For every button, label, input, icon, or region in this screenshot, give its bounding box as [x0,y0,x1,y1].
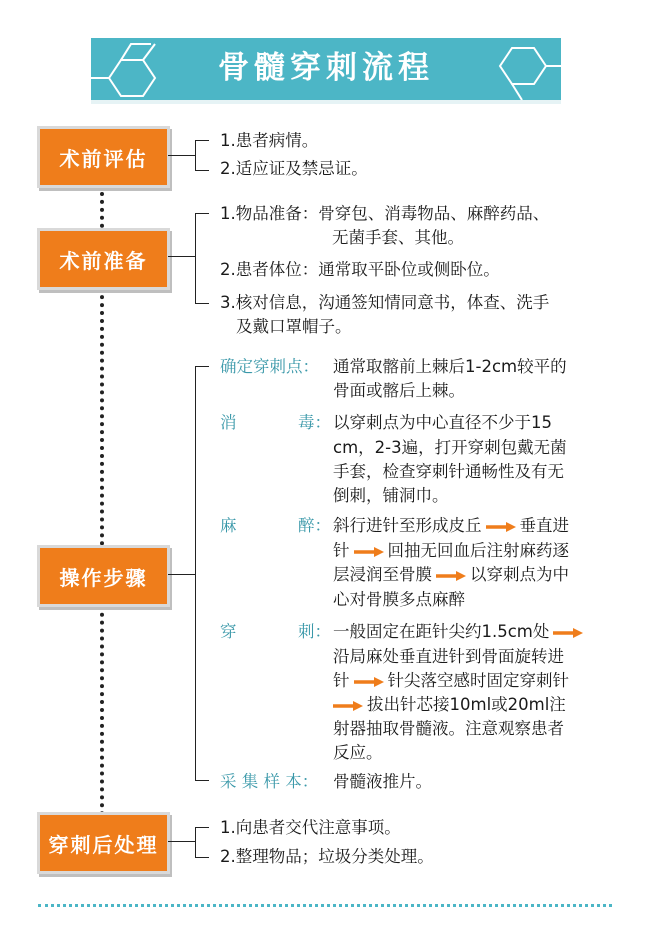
step-label-site: 确定穿刺点： [220,357,319,376]
step-text: cm，2-3遍，打开穿刺包戴无菌 [333,438,567,457]
list-item: 2.适应证及禁忌证。 [220,159,368,178]
step-label-disinfect: 毒： [298,413,331,432]
list-item-continuation: 无菌手套、其他。 [332,228,464,247]
step-text: 针 针尖落空感时固定穿刺针 [333,671,569,690]
list-item: 1.向患者交代注意事项。 [220,818,401,837]
bracket-line [195,303,209,304]
step-text: 斜行进针至形成皮丘 垂直进 [333,516,569,535]
step-text: 骨髓液推片。 [333,772,432,791]
list-item: 1.物品准备：骨穿包、消毒物品、麻醉药品、 [220,204,550,223]
section-steps: 操作步骤 [37,545,170,607]
step-text: 一般固定在距针尖约1.5cm处 [333,620,587,644]
list-item-continuation: 及戴口罩帽子。 [236,317,352,336]
bracket-line [195,140,209,141]
arrow-right-icon [436,570,466,582]
step-label-puncture: 刺： [298,622,331,641]
arrow-right-icon [486,521,516,533]
arrow-right-icon [333,700,363,712]
list-item: 3.核对信息，沟通签知情同意书，体查、洗手 [220,293,550,312]
step-text: 手套，检查穿刺针通畅性及有无 [333,462,564,481]
step-text: 针 回抽无回血后注射麻药逐 [333,541,569,560]
step-text: 通常取髂前上棘后1-2cm较平的 [333,357,567,376]
step-text: 拔出针芯接10ml或20ml注 [333,693,566,717]
step-text: 沿局麻处垂直进针到骨面旋转进 [333,647,564,666]
step-text: 反应。 [333,743,383,762]
arrow-right-icon [354,676,384,688]
section-preop-prep: 术前准备 [37,228,170,290]
step-label-sample: 采 集 样 本： [220,772,319,791]
page-title: 骨髓穿刺流程 [218,50,434,86]
bracket-line [195,366,196,780]
arrow-right-icon [354,546,384,558]
bracket-line [168,841,195,842]
step-text: 以穿刺点为中心直径不少于15 [333,413,552,432]
list-item: 2.整理物品；垃圾分类处理。 [220,847,434,866]
bracket-line [195,170,209,171]
bracket-line [168,155,195,156]
list-item: 2.患者体位：通常取平卧位或侧卧位。 [220,260,500,279]
bracket-line [195,857,209,858]
section-preop-eval: 术前评估 [37,126,170,188]
step-label-anesthesia: 醉： [298,516,331,535]
step-label-anesthesia: 麻 [220,516,237,535]
step-text: 层浸润至骨膜 以穿刺点为中 [333,565,569,584]
bracket-line [195,213,209,214]
bracket-line [168,574,195,575]
step-text: 射器抽取骨髓液。注意观察患者 [333,719,564,738]
step-text: 骨面或髂后上棘。 [333,381,465,400]
bracket-line [195,827,196,857]
bottom-divider [38,904,612,907]
bracket-line [195,140,196,170]
title-banner [91,38,561,104]
bracket-line [195,827,209,828]
step-text: 心对骨膜多点麻醉 [333,590,465,609]
bracket-line [195,213,196,303]
arrow-right-icon [553,627,583,639]
step-text: 倒刺，铺洞巾。 [333,486,449,505]
bracket-line [195,780,209,781]
list-item: 1.患者病情。 [220,131,319,150]
step-label-puncture: 穿 [220,622,237,641]
step-label-disinfect: 消 [220,413,237,432]
section-postop: 穿刺后处理 [37,812,170,874]
bracket-line [168,256,195,257]
bracket-line [195,366,209,367]
